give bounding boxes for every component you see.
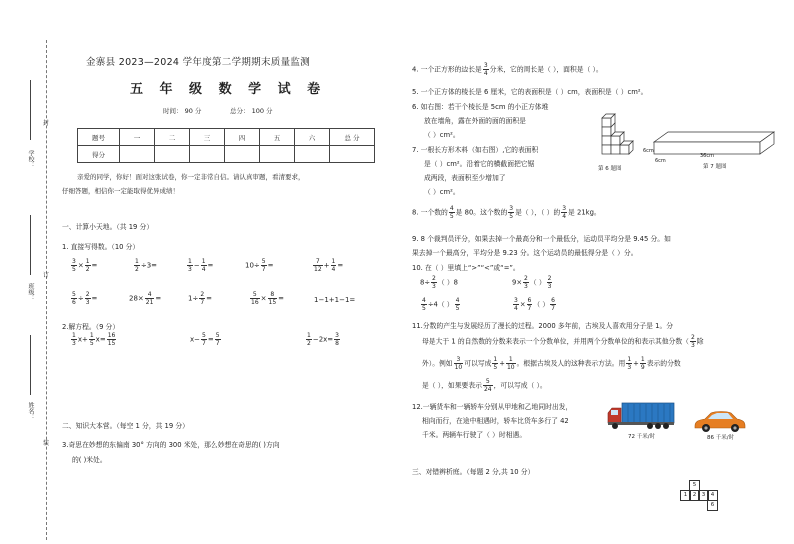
fraction: $\frac{7}{12}$ (314, 258, 322, 273)
cube-face: 2 (689, 490, 700, 501)
car-speed: 86 千米/时 (707, 435, 735, 441)
fraction: $\frac{1}{2}$ (85, 258, 90, 273)
cube-face: 6 (707, 500, 718, 511)
score-input[interactable] (260, 146, 295, 163)
score-input[interactable] (330, 146, 375, 163)
fraction: $\frac{8}{15}$ (268, 291, 277, 306)
fraction: $\frac{1}{2}$ (307, 332, 311, 347)
exam-time: 时间： 90 分 (163, 107, 202, 115)
fraction: $\frac{3}{5}$ (509, 205, 514, 220)
intro-line-1: 亲爱的同学，你好！面对这张试卷，你一定非常自信。请认真审题，看清要求， (77, 173, 305, 181)
calc-r1-d[interactable]: 10÷ $\frac{5}{7}$ = (245, 258, 274, 273)
section-1-title: 一、计算小天地。（共 19 分） (62, 223, 154, 231)
fraction: $\frac{1}{5}$ (493, 356, 498, 371)
question-11-line-1: 11.分数的产生与发展经历了漫长的过程。2000 多年前，古埃及人喜欢用分子是 1。分 (412, 322, 674, 330)
fraction: $\frac{2}{3}$ (690, 334, 695, 349)
question-12-line-2: 相向而行，在途中相遇时，轿车比货车多行了 42 (422, 417, 569, 425)
fraction: $\frac{3}{4}$ (483, 62, 488, 77)
cube-net (680, 480, 725, 515)
fraction: $\frac{1}{9}$ (640, 356, 645, 371)
cube-face: 4 (707, 490, 718, 501)
binding-name-label: 姓名： (27, 402, 34, 420)
figure-7-cuboid (650, 128, 778, 164)
binding-mark-1: 封 (43, 120, 50, 127)
fraction: $\frac{6}{7}$ (527, 297, 532, 312)
equation-2[interactable]: x− $\frac{5}{7}$ = $\frac{5}{7}$ (190, 332, 220, 347)
figure-6-caption: 第 6 题图 (598, 166, 622, 172)
fraction: $\frac{1}{5}$ (89, 332, 94, 347)
calc-r1-e[interactable]: $\frac{7}{12}$ + $\frac{1}{4}$ = (314, 258, 344, 273)
calc-r2-a[interactable]: $\frac{5}{6}$ ÷ $\frac{2}{3}$ = (72, 291, 98, 306)
score-cell: 总 分 (330, 129, 375, 146)
fraction: $\frac{1}{4}$ (331, 258, 336, 273)
question-9-line-1[interactable]: 9. 8 个裁判员评分，如果去掉一个最高分和一个最低分，运动员平均分是 9.45 分。如 (412, 235, 671, 243)
question-6-line-1[interactable]: 6. 如右图：若干个棱长是 5cm 的小正方体堆 (412, 103, 549, 111)
fraction: $\frac{3}{8}$ (335, 332, 339, 347)
question-11-line-2: 母是大于 1 的自然数的分数来表示一个分数单位，并用两个分数单位的和表示其他分数（ $\frac{2}{3}$ 除 (422, 334, 704, 349)
exam-subject: 五 年 级 数 学 试 卷 (130, 82, 327, 97)
question-5[interactable]: 5. 一个正方体的棱长是 6 厘米，它的表面积是（ ）cm，表面积是（ ）cm²。 (412, 88, 648, 96)
figure-7-dim-width: 6cm (655, 158, 666, 164)
question-9-line-2[interactable]: 果去掉一个最高分，平均分是 9.23 分。这个运动员的最低得分是（ ）分。 (412, 249, 638, 257)
calc-r2-b[interactable]: 28× $\frac{4}{21}$ = (129, 291, 162, 306)
question-6-line-2[interactable]: 放在墙角，露在外面的面的面积是 (424, 117, 526, 125)
question-7-line-3[interactable]: 成两段，表面积至少增加了 (424, 174, 506, 182)
section-3-title: 三、对错辨析庭。（每题 2 分,共 10 分） (412, 468, 535, 476)
calc-r2-e[interactable]: 1−1+1−1= (314, 296, 356, 304)
fraction: $\frac{3}{4}$ (562, 205, 567, 220)
figure-7-dim-height: 6cm (643, 148, 654, 154)
cube-face: 5 (689, 480, 700, 491)
fraction: $\frac{3}{5}$ (72, 258, 76, 273)
equation-1[interactable]: $\frac{1}{3}$ x+ $\frac{1}{5}$ x= $\frac{16}{15}$ (72, 332, 116, 347)
binding-school-label: 学校： (27, 150, 34, 168)
binding-mark-3: 装 (43, 440, 50, 447)
binding-mark-2: 订 (43, 272, 50, 279)
fraction: $\frac{4}{5}$ (455, 297, 460, 312)
question-7-line-1[interactable]: 7. 一根长方形木料（如右图）,它的表面积 (412, 146, 539, 154)
question-11-line-3: 外）。例如 $\frac{3}{10}$ 可以写成 $\frac{1}{5}$ + $\frac{1}{10}$ 。根据古埃及人的这种表示方法。用 $\frac{1}{3}$ + $\frac{1}{9}$ 表示的分数 (422, 356, 681, 371)
car-icon (693, 409, 747, 433)
score-input[interactable] (155, 146, 190, 163)
fraction: $\frac{5}{7}$ (261, 258, 266, 273)
fraction: $\frac{5}{7}$ (202, 332, 206, 347)
fraction: $\frac{2}{3}$ (85, 291, 90, 306)
fraction: $\frac{1}{3}$ (188, 258, 192, 273)
cube-face: 3 (698, 490, 709, 501)
compare-r1-b[interactable]: 9× $\frac{2}{3}$ （ ） $\frac{2}{3}$ (512, 275, 552, 290)
fraction: $\frac{5}{24}$ (483, 378, 492, 393)
calc-r1-a[interactable]: $\frac{3}{5}$ × $\frac{1}{2}$ = (72, 258, 98, 273)
figure-7-caption: 第 7 题图 (703, 164, 727, 170)
exam-title: 金寨县 2023—2024 学年度第二学期期末质量监测 (86, 57, 310, 68)
score-cell: 六 (295, 129, 330, 146)
question-7-line-4[interactable]: （ ）cm²。 (424, 188, 460, 196)
binding-class-label: 班级： (27, 283, 34, 301)
score-cell: 三 (190, 129, 225, 146)
fraction: $\frac{4}{21}$ (145, 291, 154, 306)
fraction: $\frac{1}{10}$ (506, 356, 515, 371)
section-2-title: 二、知识大本营。（每空 1 分，共 19 分） (62, 422, 189, 430)
fraction: $\frac{4}{5}$ (449, 205, 454, 220)
question-1-title: 1. 直接写得数。（10 分） (62, 243, 140, 251)
question-7-line-2[interactable]: 是（ ）cm²。沿着它的横截面把它锯 (424, 160, 535, 168)
score-input[interactable] (120, 146, 155, 163)
question-12-line-1: 12.一辆货车和一辆轿车分别从甲地和乙地同时出发， (412, 403, 573, 411)
score-input[interactable] (225, 146, 260, 163)
fraction: $\frac{4}{5}$ (422, 297, 426, 312)
question-10-title: 10. 在（ ）里填上“>”“<”或“=”。 (412, 264, 520, 272)
fraction: $\frac{16}{15}$ (107, 332, 116, 347)
fraction: $\frac{3}{10}$ (454, 356, 463, 371)
calc-r1-b[interactable]: $\frac{1}{2}$ ÷3= (135, 258, 158, 273)
score-cell: 一 (120, 129, 155, 146)
binding-class-line[interactable] (30, 215, 31, 275)
score-cell: 五 (260, 129, 295, 146)
fraction: $\frac{5}{16}$ (251, 291, 259, 306)
question-4[interactable]: 4. 一个正方形的边长是 $\frac{3}{4}$ 分米，它的周长是（ ），面积是（ ）。 (412, 62, 603, 77)
question-11-line-4[interactable]: 是（ ），如果要表示 $\frac{5}{24}$ ，可以写成（ ）。 (422, 378, 547, 393)
fraction: $\frac{1}{4}$ (201, 258, 206, 273)
figure-7-dim-length: 36cm (700, 153, 714, 159)
compare-r1-a[interactable]: 8÷ $\frac{2}{3}$ （ ）8 (420, 275, 458, 290)
fraction: $\frac{1}{2}$ (135, 258, 139, 273)
compare-r2-b[interactable]: $\frac{3}{4}$ × $\frac{6}{7}$ （ ） $\frac{6}{7}$ (514, 297, 555, 312)
figure-6-cubes (596, 110, 636, 165)
calc-r2-d[interactable]: $\frac{5}{16}$ × $\frac{8}{15}$ = (251, 291, 285, 306)
score-input[interactable] (295, 146, 330, 163)
score-table-score-row (78, 146, 375, 163)
fraction: $\frac{5}{7}$ (215, 332, 220, 347)
fraction: $\frac{2}{3}$ (524, 275, 528, 290)
fraction: $\frac{6}{7}$ (551, 297, 555, 312)
fraction: $\frac{1}{3}$ (627, 356, 632, 371)
score-table (77, 128, 375, 163)
truck-icon (606, 401, 676, 431)
fraction: $\frac{3}{4}$ (514, 297, 518, 312)
binding-name-line[interactable] (30, 335, 31, 395)
score-cell: 得分 (78, 146, 120, 163)
binding-line-left (46, 40, 47, 540)
calc-r1-c[interactable]: $\frac{1}{3}$ − $\frac{1}{4}$ = (188, 258, 214, 273)
exam-total-score: 总分： 100 分 (230, 107, 273, 115)
question-3-line-1[interactable]: 3.奇思在妙想的东偏南 30° 方向的 300 米处，那么妙想在奇思的( )方向 (62, 441, 280, 449)
question-12-line-3[interactable]: 千米。两辆车行驶了（ ）时相遇。 (422, 431, 527, 439)
fraction: $\frac{2}{3}$ (547, 275, 552, 290)
cube-face: 1 (680, 490, 691, 501)
score-cell: 题号 (78, 129, 120, 146)
fraction: $\frac{1}{3}$ (72, 332, 76, 347)
fraction: $\frac{2}{7}$ (200, 291, 205, 306)
score-input[interactable] (190, 146, 225, 163)
calc-r2-c[interactable]: 1÷ $\frac{2}{7}$ = (188, 291, 213, 306)
fraction: $\frac{5}{6}$ (72, 291, 76, 306)
intro-line-2: 仔细答题，相信你一定能取得优异成绩！ (62, 187, 179, 195)
score-cell: 二 (155, 129, 190, 146)
equation-3[interactable]: $\frac{1}{2}$ −2x= $\frac{3}{8}$ (307, 332, 339, 347)
fraction: $\frac{2}{3}$ (432, 275, 436, 290)
question-8[interactable]: 8. 一个数的 $\frac{4}{5}$ 是 80。这个数的 $\frac{3}{5}$ 是（ ），（ ）的 $\frac{3}{4}$ 是 21kg。 (412, 205, 601, 220)
score-table-header-row (78, 129, 375, 146)
question-3-line-2[interactable]: 的( )米处。 (72, 456, 107, 464)
score-cell: 四 (225, 129, 260, 146)
truck-speed: 72 千米/时 (628, 434, 656, 440)
binding-school-line[interactable] (30, 80, 31, 140)
question-2-title: 2.解方程。（9 分） (62, 323, 120, 331)
question-6-line-3[interactable]: （ ）cm²。 (424, 131, 460, 139)
compare-r2-a[interactable]: $\frac{4}{5}$ ÷4（ ） $\frac{4}{5}$ (422, 297, 460, 312)
